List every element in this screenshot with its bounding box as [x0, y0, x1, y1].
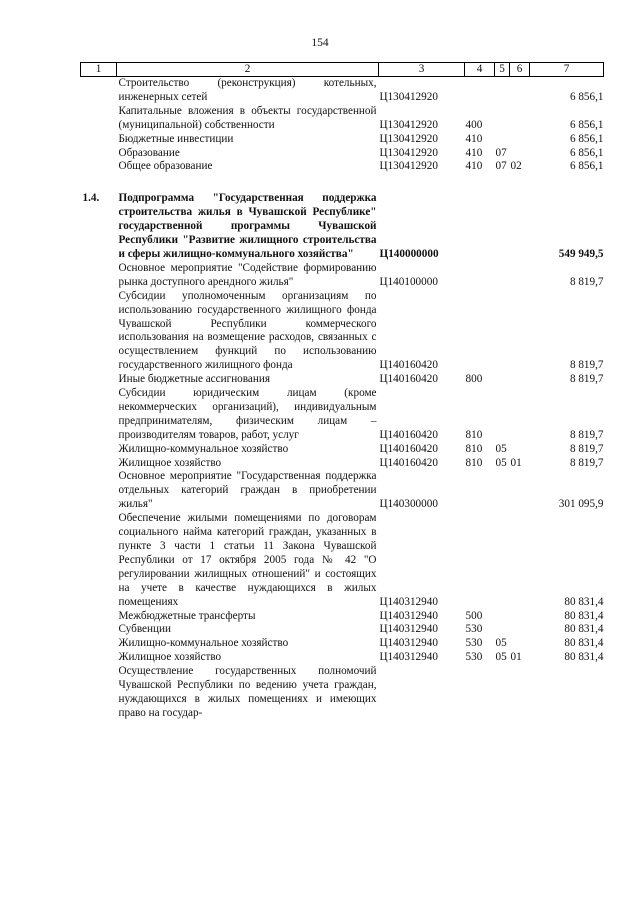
row-name: Образование: [118, 146, 180, 159]
row-sum: 549 949,5: [558, 247, 604, 260]
row-rz: [495, 373, 510, 387]
row-rz: [495, 133, 510, 147]
row-sum: 8 819,7: [569, 428, 604, 441]
row-rz: [495, 610, 510, 624]
row-vr: [465, 290, 495, 373]
row-vr: 800: [465, 373, 483, 386]
table-row: [81, 512, 604, 609]
row-sum: 6 856,1: [569, 132, 604, 145]
row-code: Ц140000000: [379, 247, 439, 260]
row-name: Бюджетные инвестиции: [118, 132, 234, 145]
row-number: [81, 651, 117, 665]
row-number: [81, 443, 117, 457]
table-row: [81, 457, 604, 471]
row-number: [81, 610, 117, 624]
row-vr: 530: [465, 651, 483, 664]
row-rz: [495, 470, 510, 512]
row-vr: 810: [465, 456, 483, 469]
row-name: Строительство (реконструкция) котельных, инженерных сетей: [118, 77, 377, 103]
row-sum: 8 819,7: [569, 359, 604, 372]
row-code: Ц140160420: [379, 373, 438, 386]
spacer-row: [81, 174, 604, 192]
header-cell: 2: [117, 63, 379, 77]
row-rz: [495, 290, 510, 373]
table-row: [81, 637, 604, 651]
header-cell: 7: [530, 63, 604, 77]
table-row: [81, 147, 604, 161]
row-number: [81, 373, 117, 387]
row-code: Ц130412920: [379, 132, 438, 145]
row-pr: [510, 610, 530, 624]
row-vr: 400: [465, 118, 483, 131]
row-vr: 530: [465, 623, 483, 636]
row-sum: 80 831,4: [564, 651, 604, 664]
row-name: Субсидии уполномоченным организациям по использованию государственного жилищного фонда Чувашской Республики коммерческого использования на возмещение расходов, связанных с осуществлением функций по использованию государственного жилищного фонда: [118, 289, 377, 372]
row-name: Жилищно-коммунальное хозяйство: [118, 637, 289, 650]
row-rz: [495, 77, 510, 105]
table-row: [81, 77, 604, 105]
row-rz: [495, 192, 510, 262]
header-cell: 4: [465, 63, 495, 77]
row-rz: 05: [495, 637, 507, 650]
row-code: Ц140312940: [379, 651, 438, 664]
row-name: Обеспечение жилыми помещениями по договорам социального найма категорий граждан, указанных в пункте 3 части 1 статьи 11 Закона Чувашской Республики от 17 октября 2005 года № 42 "О регулировании жилищных отношений" и состоящих на учете в качестве нуждающихся в жилых помещениях: [118, 512, 377, 608]
row-sum: 80 831,4: [564, 595, 604, 608]
table-row: [81, 623, 604, 637]
row-rz: 05: [495, 456, 507, 469]
row-rz: [495, 105, 510, 133]
header-cell: 1: [81, 63, 117, 77]
row-rz: 07: [495, 146, 507, 159]
row-sum: [530, 665, 604, 721]
row-name: Общее образование: [118, 160, 213, 173]
row-rz: [495, 512, 510, 609]
row-name: Межбюджетные трансферты: [118, 609, 256, 622]
row-name: Подпрограмма "Государственная поддержка строительства жилья в Чувашской Республике" государственной программы Чувашской Республики "Развитие жилищного строительства и сферы жилищно-коммунального хозяйства": [118, 192, 377, 260]
row-pr: [510, 192, 530, 262]
row-sum: 6 856,1: [569, 90, 604, 103]
row-pr: [510, 512, 530, 609]
header-cell: 3: [379, 63, 465, 77]
row-sum: 8 819,7: [569, 442, 604, 455]
row-rz: 07: [495, 160, 507, 173]
table-row: [81, 610, 604, 624]
table-row: [81, 160, 604, 174]
row-code: Ц140312940: [379, 609, 438, 622]
row-name: Жилищно-коммунальное хозяйство: [118, 442, 289, 455]
row-number: [81, 160, 117, 174]
row-vr: 410: [465, 160, 483, 173]
row-name: Основное мероприятие "Государственная поддержка отдельных категорий граждан в приобретении жилья": [118, 470, 377, 511]
row-number: [81, 147, 117, 161]
row-pr: [510, 387, 530, 443]
row-sum: 8 819,7: [569, 456, 604, 469]
row-code: Ц140160420: [379, 442, 438, 455]
row-vr: 410: [465, 146, 483, 159]
header-cell: 5: [495, 63, 510, 77]
table-row: [81, 470, 604, 512]
row-code: Ц140160420: [379, 428, 438, 441]
row-rz: [495, 387, 510, 443]
row-pr: 01: [510, 456, 522, 469]
row-code: Ц130412920: [379, 160, 438, 173]
row-pr: [510, 147, 530, 161]
row-vr: 410: [465, 132, 483, 145]
row-vr: [465, 192, 495, 262]
row-pr: [510, 262, 530, 290]
row-code: Ц140312940: [379, 623, 438, 636]
row-sum: 80 831,4: [564, 637, 604, 650]
row-number: [81, 105, 117, 133]
row-pr: [510, 637, 530, 651]
table-row: [81, 665, 604, 721]
row-name: Иные бюджетные ассигнования: [118, 373, 270, 386]
row-sum: 6 856,1: [569, 118, 604, 131]
row-number: [81, 457, 117, 471]
row-pr: [510, 665, 530, 721]
row-name: Основное мероприятие "Содействие формированию рынка доступного арендного жилья": [118, 261, 377, 288]
table-row: [81, 290, 604, 373]
row-pr: [510, 290, 530, 373]
row-number: [81, 133, 117, 147]
row-code: Ц140300000: [379, 498, 438, 511]
row-sum: 8 819,7: [569, 275, 604, 288]
row-pr: [510, 105, 530, 133]
table-row: [81, 373, 604, 387]
row-number: [81, 637, 117, 651]
row-pr: [510, 133, 530, 147]
row-pr: [510, 373, 530, 387]
row-rz: 05: [495, 651, 507, 664]
row-code: Ц130412920: [379, 118, 438, 131]
row-code: Ц140160420: [379, 456, 438, 469]
row-name: Осуществление государственных полномочий Чувашской Республики по ведению учета граждан, нуждающихся в жилых помещениях и имеющих право на государ-: [118, 665, 377, 719]
row-code: Ц140160420: [379, 359, 438, 372]
row-pr: 01: [510, 651, 522, 664]
row-pr: [510, 470, 530, 512]
row-vr: [465, 77, 495, 105]
row-code: Ц130412920: [379, 90, 438, 103]
row-sum: 80 831,4: [564, 623, 604, 636]
spacer-cell: [81, 174, 604, 192]
row-name: Субвенции: [118, 623, 171, 636]
row-number: [81, 512, 117, 609]
page-number: 154: [311, 37, 329, 49]
row-sum: 6 856,1: [569, 146, 604, 159]
row-sum: 301 095,9: [558, 498, 604, 511]
budget-table: [80, 62, 604, 721]
row-number: [81, 387, 117, 443]
row-code: Ц140100000: [379, 275, 438, 288]
row-number: 1.4.: [82, 192, 100, 205]
table-header-row: [81, 63, 604, 77]
row-code: Ц140312940: [379, 595, 438, 608]
row-vr: 500: [465, 609, 483, 622]
row-name: Жилищное хозяйство: [118, 651, 222, 664]
row-name: Жилищное хозяйство: [118, 456, 222, 469]
table-row: [81, 133, 604, 147]
row-number: [81, 470, 117, 512]
table-row: [81, 192, 604, 262]
row-code: Ц140312940: [379, 637, 438, 650]
row-vr: [465, 665, 495, 721]
table-row: [81, 651, 604, 665]
row-vr: 810: [465, 428, 483, 441]
row-rz: 05: [495, 442, 507, 455]
row-code: Ц130412920: [379, 146, 438, 159]
row-sum: 6 856,1: [569, 160, 604, 173]
row-rz: [495, 623, 510, 637]
table-row: [81, 262, 604, 290]
row-number: [81, 262, 117, 290]
row-number: [81, 623, 117, 637]
row-vr: 530: [465, 637, 483, 650]
row-vr: 810: [465, 442, 483, 455]
row-number: [81, 665, 117, 721]
row-sum: 8 819,7: [569, 373, 604, 386]
row-code: [379, 665, 465, 721]
row-name: Капитальные вложения в объекты государственной (муниципальной) собственности: [118, 104, 377, 131]
row-name: Субсидии юридическим лицам (кроме некоммерческих организаций), индивидуальным предпринимателям, физическим лицам – производителям товаров, работ, услуг: [118, 387, 377, 441]
row-pr: 02: [510, 160, 522, 173]
header-cell: 6: [510, 63, 530, 77]
row-vr: [465, 470, 495, 512]
row-pr: [510, 77, 530, 105]
row-sum: 80 831,4: [564, 609, 604, 622]
row-number: [81, 77, 117, 105]
table-row: [81, 387, 604, 443]
table-row: [81, 105, 604, 133]
row-rz: [495, 262, 510, 290]
row-vr: [465, 512, 495, 609]
row-vr: [465, 262, 495, 290]
table-row: [81, 443, 604, 457]
row-pr: [510, 443, 530, 457]
row-number: [81, 290, 117, 373]
row-pr: [510, 623, 530, 637]
row-rz: [495, 665, 510, 721]
